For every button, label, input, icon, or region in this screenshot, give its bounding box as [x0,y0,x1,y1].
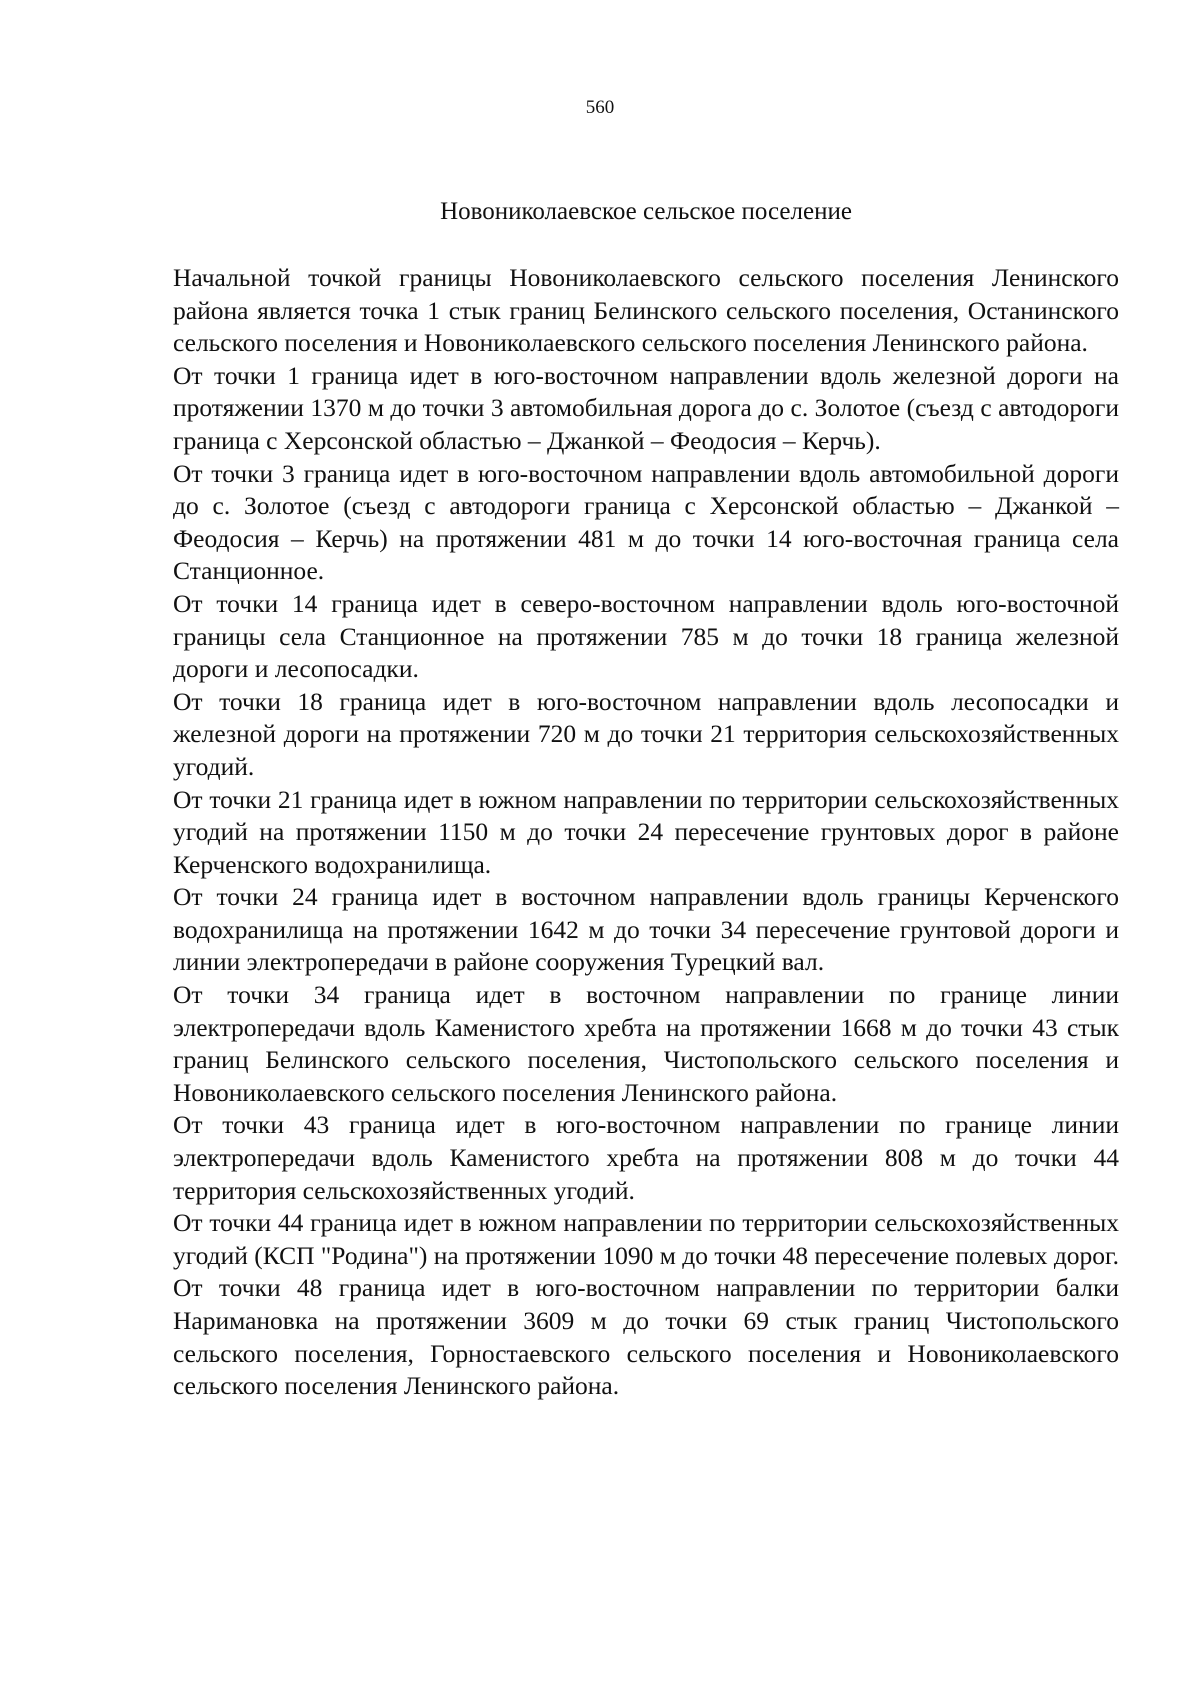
paragraph-5: От точки 18 граница идет в юго-восточном направлении вдоль лесопосадки и железной дороги на протяжении 720 м до точки 21 территория сельскохозяйственных угодий. [173,686,1119,781]
document-title: Новониколаевское сельское поселение [440,198,852,225]
paragraph-1: Начальной точкой границы Новониколаевского сельского поселения Ленинского района является точка 1 стык границ Белинского сельского поселения, Останинского сельского поселения и Новониколаевского сельского поселения Ленинского района. [173,263,1119,358]
paragraph-6: От точки 21 граница идет в южном направлении по территории сельскохозяйственных угодий на протяжении 1150 м до точки 24 пересечение грунтовых дорог в районе Керченского водохранилища. [173,784,1119,879]
document-body [173,262,1119,1403]
paragraph-4: От точки 14 граница идет в северо-восточном направлении вдоль юго-восточной границы села Станционное на протяжении 785 м до точки 18 граница железной дороги и лесопосадки. [173,588,1119,684]
paragraph-3: От точки 3 граница идет в юго-восточном направлении вдоль автомобильной дороги до с. Золотое (съезд с автодороги граница с Херсонской областью – Джанкой – Феодосия – Керчь) на протяжении 481 м до точки 14 юго-восточная граница села Станционное. [173,458,1119,586]
paragraph-2: От точки 1 граница идет в юго-восточном направлении вдоль железной дороги на протяжении 1370 м до точки 3 автомобильная дорога до с. Золотое (съезд с автодороги граница с Херсонской областью – Джанкой – Феодосия – Керчь). [173,360,1119,455]
page-number: 560 [585,97,615,118]
paragraph-9: От точки 43 граница идет в юго-восточном направлении по границе линии электропередачи вдоль Каменистого хребта на протяжении 808 м до точки 44 территория сельскохозяйственных угодий. [173,1110,1119,1205]
paragraph-7: От точки 24 граница идет в восточном направлении вдоль границы Керченского водохранилища на протяжении 1642 м до точки 34 пересечение грунтовой дороги и линии электропередачи в районе сооружения Турецкий вал. [173,882,1119,977]
paragraph-8: От точки 34 граница идет в восточном направлении по границе линии электропередачи вдоль Каменистого хребта на протяжении 1668 м до точки 43 стык границ Белинского сельского поселения, Чистопольского сельского поселения и Новониколаевского сельского поселения Ленинского района. [173,980,1119,1107]
paragraph-10: От точки 44 граница идет в южном направлении по территории сельскохозяйственных угодий (КСП "Родина") на протяжении 1090 м до точки 48 пересечение полевых дорог. [173,1208,1120,1270]
paragraph-11: От точки 48 граница идет в юго-восточном направлении по территории балки Наримановка на протяжении 3609 м до точки 69 стык границ Чистопольского сельского поселения, Горностаевского сельского поселения и Новониколаевского сельского поселения Ленинского района. [173,1273,1119,1401]
